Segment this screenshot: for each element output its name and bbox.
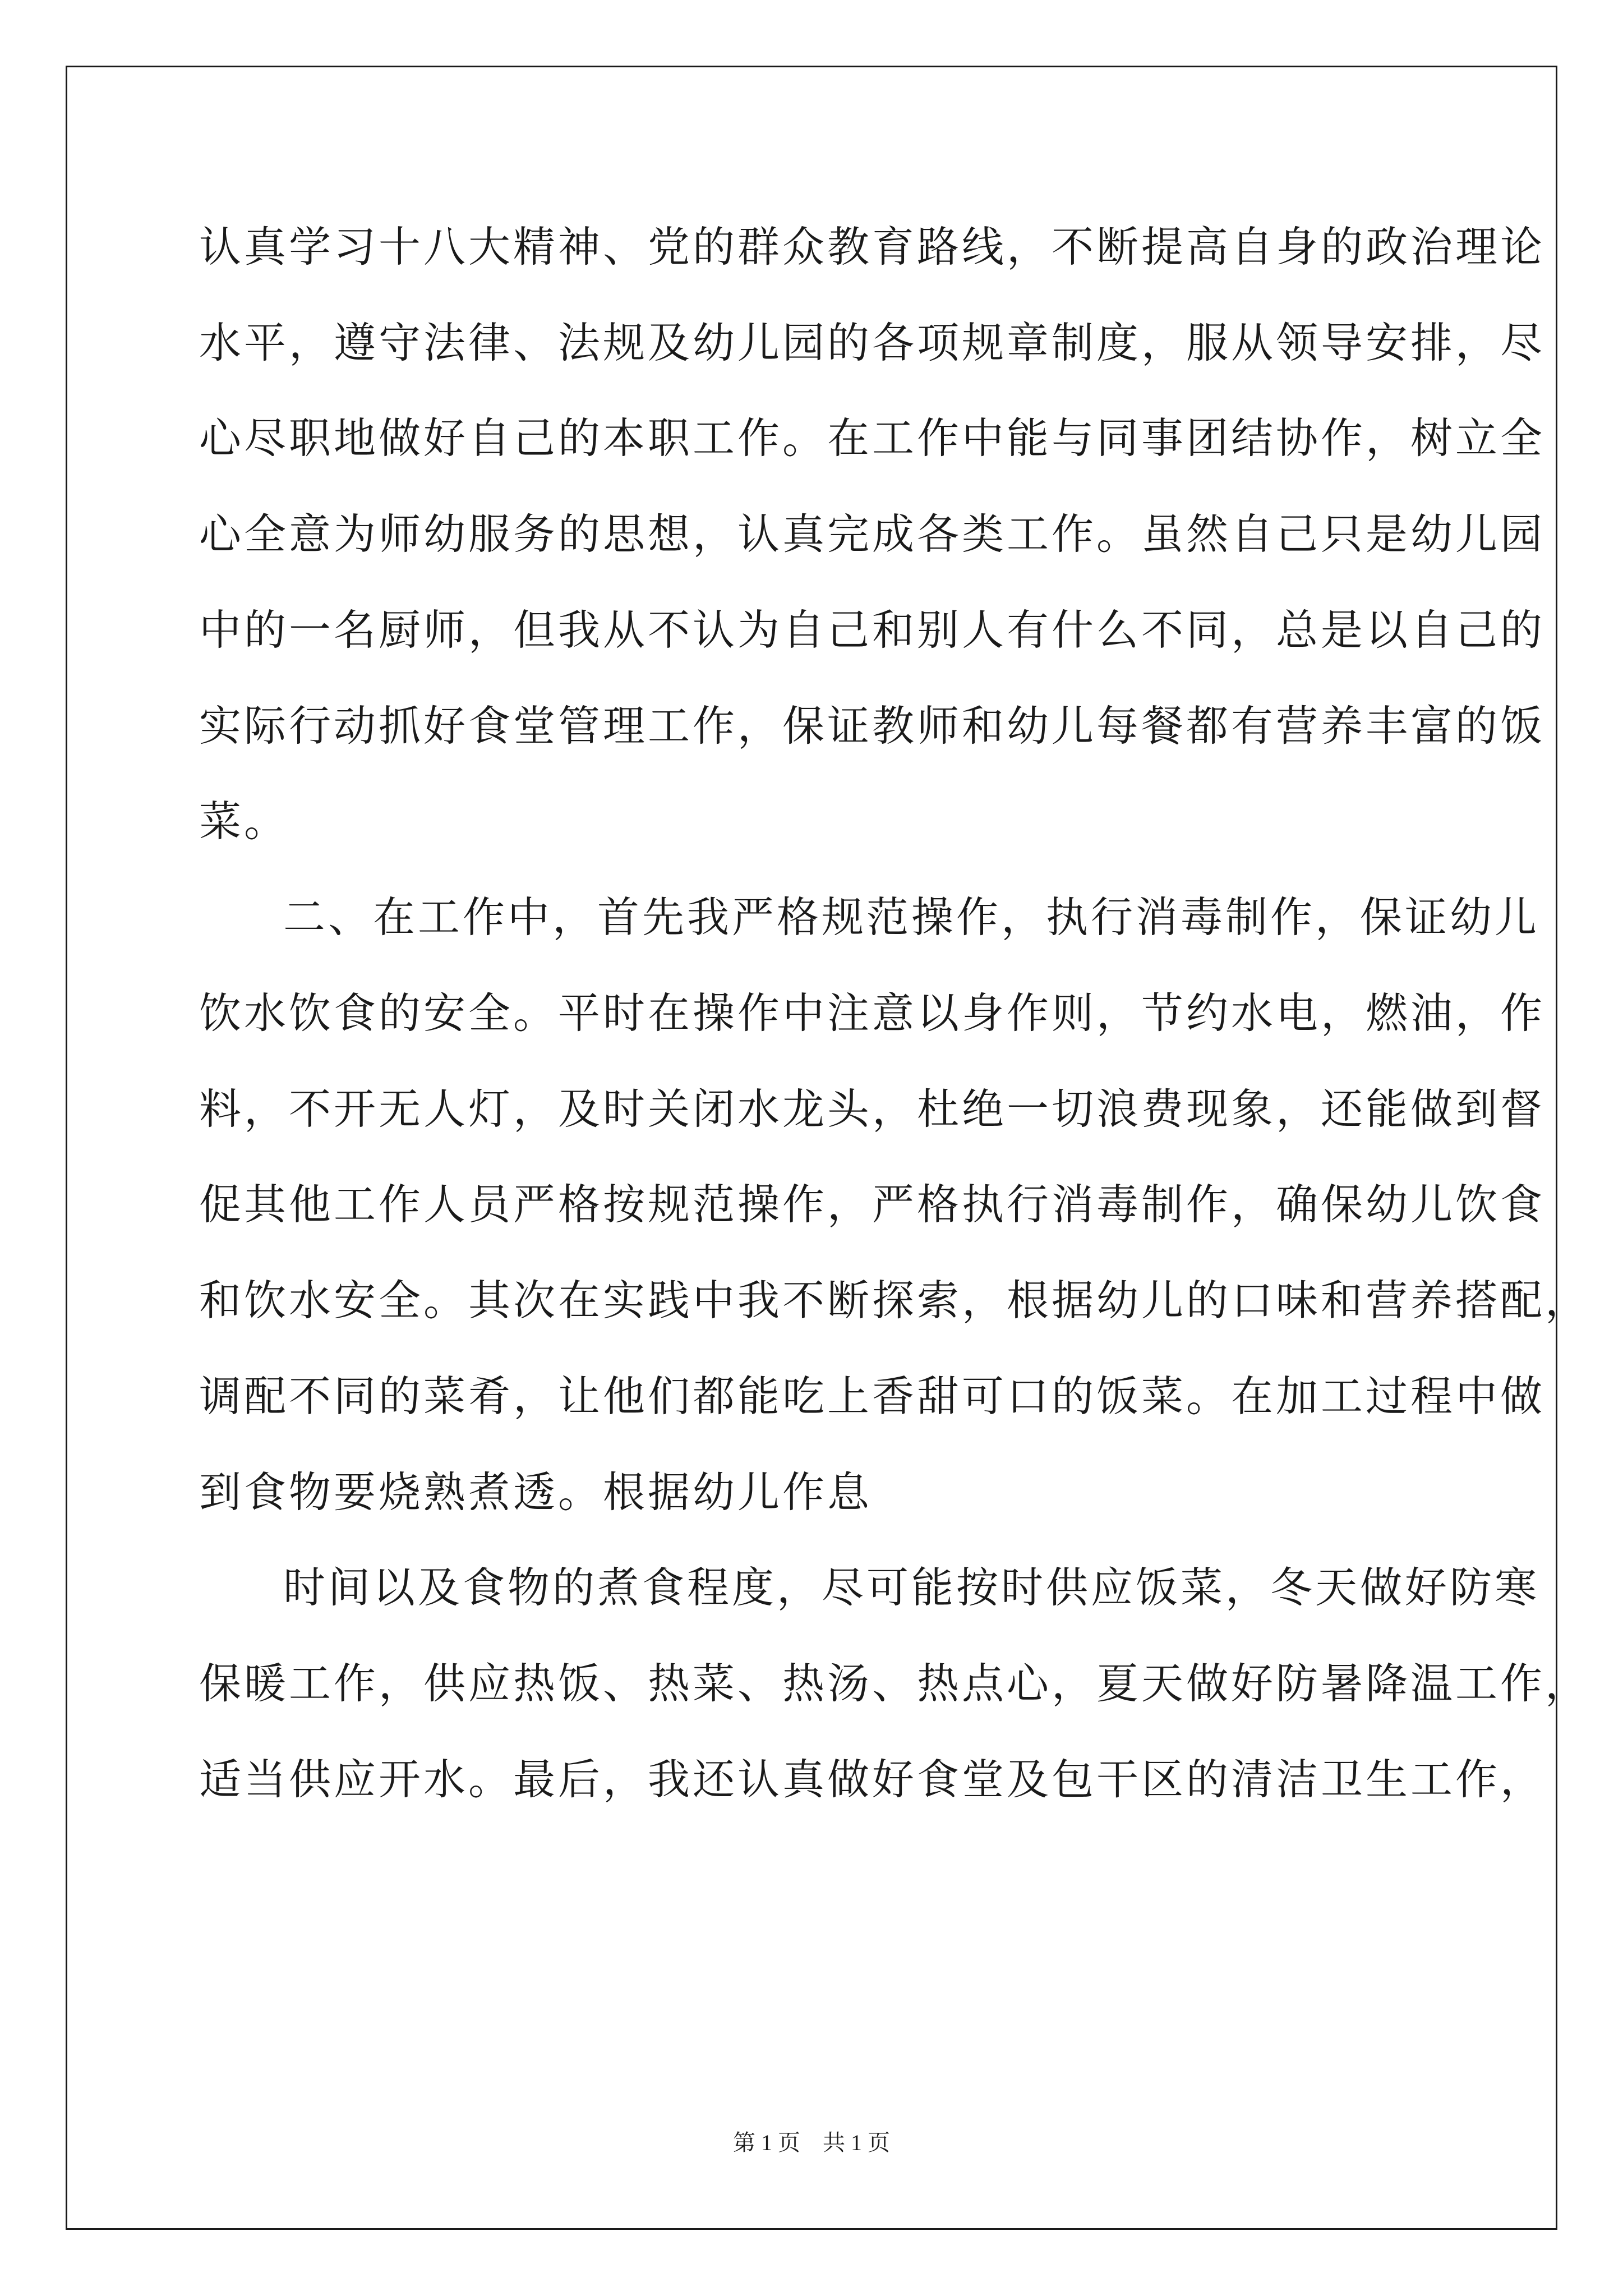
text-line: 到食物要烧熟煮透。根据幼儿作息 (199, 1467, 873, 1517)
text-line: 心尽职地做好自己的本职工作。在工作中能与同事团结协作，树立全 (199, 413, 1546, 463)
text-line: 料，不开无人灯，及时关闭水龙头，杜绝一切浪费现象，还能做到督 (199, 1084, 1546, 1134)
text-line: 实际行动抓好食堂管理工作，保证教师和幼儿每餐都有营养丰富的饭 (199, 701, 1546, 751)
text-line: 二、在工作中，首先我严格规范操作，执行消毒制作，保证幼儿 (283, 892, 1540, 942)
text-line: 中的一名厨师，但我从不认为自己和别人有什么不同，总是以自己的 (199, 605, 1546, 655)
text-line: 促其他工作人员严格按规范操作，严格执行消毒制作，确保幼儿饮食 (199, 1180, 1546, 1229)
page-number-footer: 第 1 页 共 1 页 (733, 2130, 890, 2155)
text-line: 时间以及食物的煮食程度，尽可能按时供应饭菜，冬天做好防寒 (283, 1563, 1540, 1612)
text-line: 调配不同的菜肴，让他们都能吃上香甜可口的饭菜。在加工过程中做 (199, 1372, 1546, 1421)
text-line: 认真学习十八大精神、党的群众教育路线，不断提高自身的政治理论 (199, 222, 1546, 272)
text-line: 适当供应开水。最后，我还认真做好食堂及包干区的清洁卫生工作， (199, 1755, 1546, 1804)
text-line: 饮水饮食的安全。平时在操作中注意以身作则，节约水电，燃油，作 (199, 988, 1546, 1038)
text-line: 保暖工作，供应热饭、热菜、热汤、热点心，夏天做好防暑降温工作， (199, 1659, 1590, 1708)
text-line: 和饮水安全。其次在实践中我不断探索，根据幼儿的口味和营养搭配， (199, 1276, 1590, 1325)
page-border (66, 66, 1557, 2230)
text-line: 水平，遵守法律、法规及幼儿园的各项规章制度，服从领导安排，尽 (199, 318, 1546, 367)
text-line: 心全意为师幼服务的思想，认真完成各类工作。虽然自己只是幼儿园 (199, 509, 1546, 559)
text-line: 菜。 (199, 797, 289, 846)
